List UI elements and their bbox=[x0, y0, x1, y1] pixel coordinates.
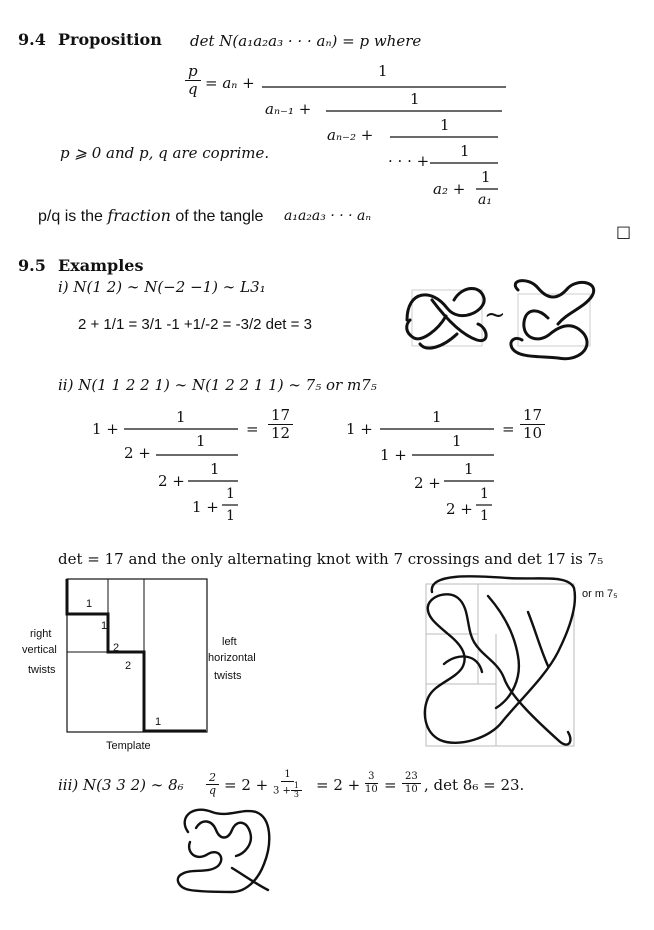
cf1-bar-2 bbox=[156, 454, 238, 456]
cf1-one-2: 1 bbox=[196, 432, 206, 450]
cf1-plus-3: 2 + bbox=[158, 472, 185, 490]
right-vertical-label-2: vertical bbox=[22, 644, 57, 656]
cf1-one-5: 1 bbox=[226, 508, 235, 524]
cf2-one-2: 1 bbox=[452, 432, 462, 450]
cf1-one-4: 1 bbox=[226, 486, 235, 502]
cf1-bar-3 bbox=[188, 480, 238, 482]
left-horizontal-label-1: left bbox=[222, 636, 237, 648]
examples-title: Examples bbox=[58, 256, 144, 275]
cf1-plus-2: 2 + bbox=[124, 444, 151, 462]
eq-an: = aₙ + bbox=[205, 74, 255, 92]
cf-one-2: 1 bbox=[410, 90, 420, 108]
cf-a1: a₁ bbox=[478, 192, 492, 208]
iii-three: 3 bbox=[365, 772, 377, 784]
iii-23: 23 bbox=[402, 772, 421, 784]
section-number-9-5: 9.5 bbox=[18, 256, 46, 275]
knot-drawing-7-5 bbox=[418, 572, 580, 756]
example-i-calc: 2 + 1/1 = 3/1 -1 +1/-2 = -3/2 det = 3 bbox=[78, 316, 312, 333]
iii-eq2: = 2 + bbox=[316, 776, 361, 794]
iii-pq bbox=[206, 772, 219, 797]
iii-den-a bbox=[270, 782, 305, 800]
template-num-3: 2 bbox=[113, 642, 120, 654]
tangle-formula: a₁a₂a₃ · · · aₙ bbox=[284, 208, 372, 224]
pq-fraction bbox=[185, 64, 201, 97]
cf1-result bbox=[268, 408, 293, 441]
cf2-result-den: 10 bbox=[523, 423, 543, 442]
right-vertical-label-1: right bbox=[30, 628, 52, 640]
pq-denominator: q bbox=[188, 79, 198, 98]
cf2-bar-3 bbox=[444, 480, 494, 482]
cf-bar-1 bbox=[262, 86, 506, 88]
cf-bar-3 bbox=[390, 136, 498, 138]
or-m75-label: or m 7₅ bbox=[582, 588, 618, 600]
iii-small-one: 1 bbox=[291, 782, 302, 791]
fraction-prefix: p/q is the bbox=[38, 208, 108, 225]
cf-bar-4 bbox=[430, 162, 498, 164]
cf2-eq: = bbox=[502, 420, 515, 438]
cf-bar-2 bbox=[326, 110, 502, 112]
cf2-plus-2: 1 + bbox=[380, 446, 407, 464]
template-num-5: 1 bbox=[155, 716, 162, 728]
proposition-statement: det N(a₁a₂a₃ · · · aₙ) = p where bbox=[190, 32, 422, 50]
cf1-result-num: 17 bbox=[268, 408, 293, 425]
left-horizontal-label-2: horizontal bbox=[208, 652, 256, 664]
tilde-sign: ~ bbox=[484, 300, 506, 330]
example-i-line: i) N(1 2) ∼ N(−2 −1) ∼ L3₁ bbox=[58, 278, 266, 296]
cf1-result-den: 12 bbox=[271, 423, 291, 442]
knot-drawing-8-6 bbox=[172, 804, 276, 898]
cf-one-3: 1 bbox=[440, 116, 450, 134]
template-num-4: 2 bbox=[125, 660, 132, 672]
cf-an-2: aₙ₋₂ + bbox=[327, 126, 374, 144]
cf-one-4: 1 bbox=[460, 142, 470, 160]
cf1-bar-4 bbox=[222, 504, 238, 506]
cf2-one-3: 1 bbox=[464, 460, 474, 478]
cf2-bar-4 bbox=[476, 504, 492, 506]
cf2-plus-1: 1 + bbox=[346, 420, 373, 438]
iii-one: 1 bbox=[281, 770, 293, 782]
iii-pq-num: 2 bbox=[206, 772, 219, 785]
cf2-one-4: 1 bbox=[480, 486, 489, 502]
det-17-line: det = 17 and the only alternating knot with 7 crossings and det 17 is 7₅ bbox=[58, 550, 604, 568]
cf-one-5: 1 bbox=[481, 168, 491, 186]
cf1-plus-1: 1 + bbox=[92, 420, 119, 438]
cf1-one-1: 1 bbox=[176, 408, 186, 426]
left-horizontal-label-3: twists bbox=[214, 670, 242, 682]
example-ii-line: ii) N(1 1 2 2 1) ∼ N(1 2 2 1 1) ∼ 7₅ or m7₅ bbox=[58, 376, 377, 394]
iii-pq-den: q bbox=[209, 783, 217, 797]
coprime-condition: p ⩾ 0 and p, q are coprime. bbox=[60, 144, 270, 162]
iii-frac3 bbox=[402, 772, 421, 795]
section-number-9-4: 9.4 bbox=[18, 30, 46, 49]
iii-10: 10 bbox=[405, 783, 418, 795]
cf-dots: · · · + bbox=[388, 152, 430, 170]
knot-drawing-l31-right bbox=[508, 278, 600, 364]
cf-one-1: 1 bbox=[378, 62, 388, 80]
qed-square: □ bbox=[616, 222, 632, 241]
template-num-2: 1 bbox=[101, 620, 108, 632]
proposition-title: Proposition bbox=[58, 30, 162, 49]
cf2-plus-3: 2 + bbox=[414, 474, 441, 492]
iii-frac1 bbox=[270, 770, 305, 800]
cf2-bar-1 bbox=[380, 428, 494, 430]
cf-bar-5 bbox=[476, 188, 498, 190]
pq-numerator: p bbox=[185, 64, 201, 81]
cf2-result bbox=[520, 408, 545, 441]
iii-eq1: = 2 + bbox=[224, 776, 269, 794]
knot-drawing-l31-left bbox=[402, 280, 492, 360]
template-caption: Template bbox=[106, 740, 151, 752]
cf1-one-3: 1 bbox=[210, 460, 220, 478]
cf1-plus-4: 1 + bbox=[192, 498, 219, 516]
iii-det: , det 8₆ = 23. bbox=[424, 776, 525, 794]
template-num-1: 1 bbox=[86, 598, 93, 610]
cf2-result-num: 17 bbox=[520, 408, 545, 425]
iii-den-a-text: 3 + bbox=[273, 785, 291, 797]
fraction-sentence bbox=[38, 206, 263, 226]
cf2-one-5: 1 bbox=[480, 508, 489, 524]
iii-frac2 bbox=[362, 772, 381, 795]
fraction-word: fraction bbox=[107, 206, 171, 225]
iii-ten: 10 bbox=[365, 783, 378, 795]
right-vertical-label-3: twists bbox=[28, 664, 56, 676]
cf2-one-1: 1 bbox=[432, 408, 442, 426]
cf1-eq: = bbox=[246, 420, 259, 438]
iii-small-three: 3 bbox=[293, 789, 300, 799]
cf2-plus-4: 2 + bbox=[446, 500, 473, 518]
example-iii-line: iii) N(3 3 2) ∼ 8₆ bbox=[58, 776, 184, 794]
cf1-bar-1 bbox=[124, 428, 238, 430]
cf-an-1: aₙ₋₁ + bbox=[265, 100, 312, 118]
iii-eq3: = bbox=[384, 776, 397, 794]
cf2-bar-2 bbox=[412, 454, 494, 456]
cf-a2: a₂ + bbox=[433, 180, 466, 198]
fraction-suffix: of the tangle bbox=[170, 208, 264, 225]
